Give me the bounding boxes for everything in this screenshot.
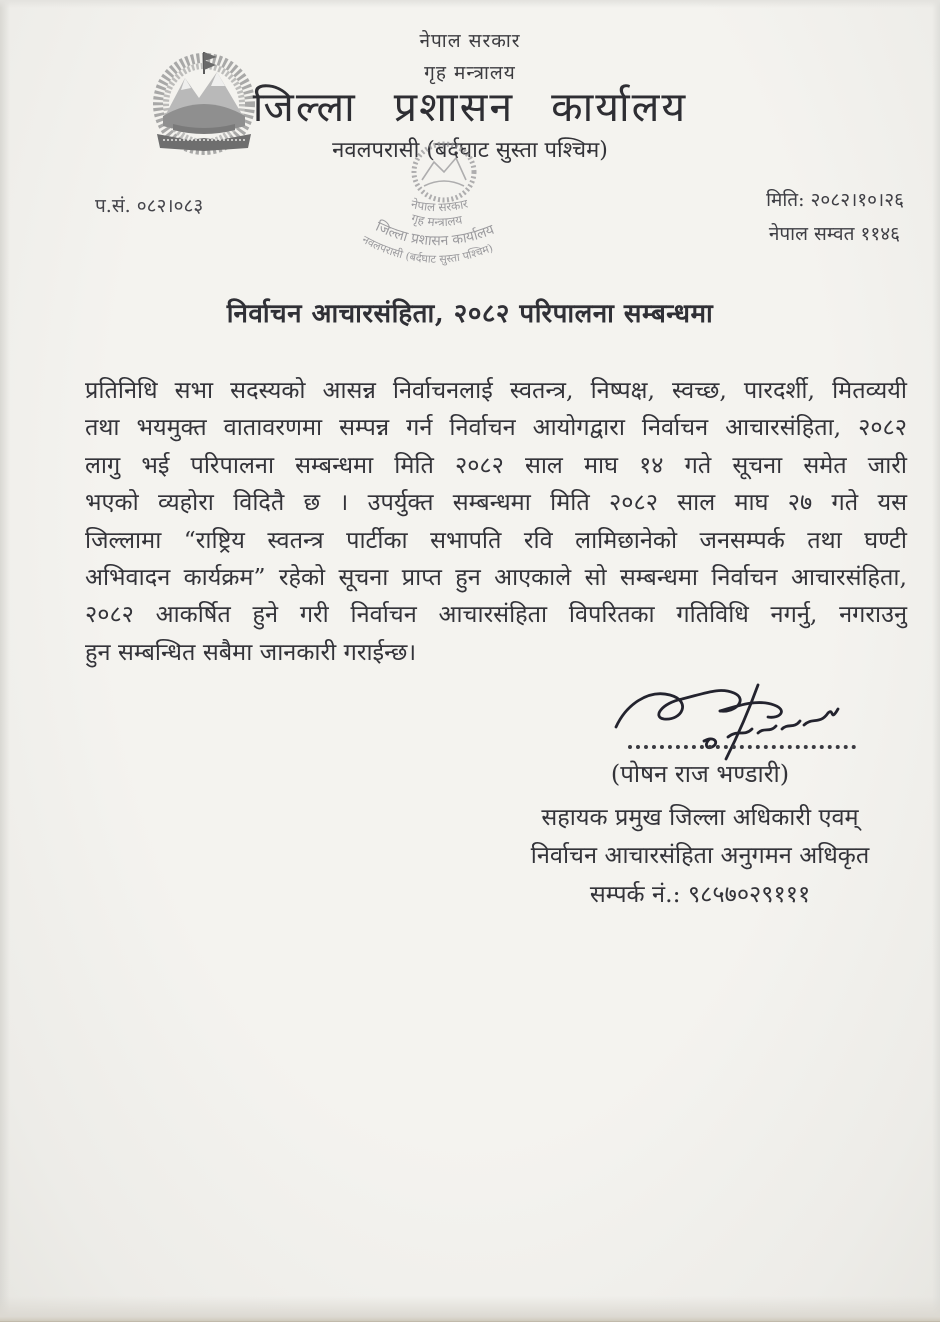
- reference-number: प.सं. ०८२।०८३: [95, 195, 204, 217]
- contact-number: सम्पर्क नं.: ९८५७०२९१११: [589, 880, 811, 908]
- body-line-7: २०८२ आकर्षित हुने गरी निर्वाचन आचारसंहिता विपरितका गतिविधि नगर्नु, नगराउनु: [85, 600, 907, 629]
- scan-edge-left: [0, 0, 10, 1322]
- letter-date: मिति: २०८२।१०।२६: [766, 189, 904, 211]
- nepal-sambat-date: नेपाल सम्वत ११४६: [768, 223, 900, 245]
- office-stamp-icon: [332, 140, 552, 290]
- body-line-4: भएको व्यहोरा विदितै छ । उपर्युक्त सम्बन्धमा मिति २०८२ साल माघ २७ गते यस: [85, 488, 907, 517]
- scan-edge-right: [932, 0, 940, 1322]
- letterhead-office-title: जिल्ला प्रशासन कार्यालय: [252, 83, 688, 131]
- body-line-2: तथा भयमुक्त वातावरणमा सम्पन्न गर्न निर्वाचन आयोगद्वारा निर्वाचन आचारसंहिता, २०८२: [85, 413, 907, 442]
- stamp-line-3: जिल्ला प्रशासन कार्यालय: [373, 218, 497, 250]
- body-line-3: लागु भई परिपालना सम्बन्धमा मिति २०८२ साल माघ १४ गते सूचना समेत जारी: [85, 450, 907, 479]
- letter-body: [85, 372, 907, 671]
- stamp-line-1: नेपाल सरकार: [409, 196, 470, 215]
- letterhead-government: नेपाल सरकार: [419, 30, 521, 52]
- body-line-1: प्रतिनिधि सभा सदस्यको आसन्न निर्वाचनलाई स्वतन्त्र, निष्पक्ष, स्वच्छ, पारदर्शी, मितव्ययी: [85, 376, 907, 404]
- scan-edge-bottom: [0, 1296, 940, 1322]
- letterhead-district: नवलपरासी (बर्दघाट सुस्ता पश्चिम): [332, 138, 608, 163]
- signatory-title-2: निर्वाचन आचारसंहिता अनुगमन अधिकृत: [530, 841, 870, 869]
- letterhead-ministry: गृह मन्त्रालय: [424, 62, 516, 84]
- body-line-8: हुन सम्बन्धित सबैमा जानकारी गराईन्छ।: [85, 637, 417, 666]
- signature-dotted-line: [628, 745, 856, 749]
- body-line-5: जिल्लामा “राष्ट्रिय स्वतन्त्र पार्टीका सभापति रवि लामिछानेको जनसम्पर्क तथा घण्टी: [85, 525, 907, 554]
- signatory-title-1: सहायक प्रमुख जिल्ला अधिकारी एवम्: [541, 803, 859, 831]
- body-line-6: अभिवादन कार्यक्रम” रहेको सूचना प्राप्त हुन आएकाले सो सम्बन्धमा निर्वाचन आचारसंहिता,: [85, 562, 907, 591]
- stamp-line-4: नवलपरासी (बर्दघाट सुस्ता पश्चिम): [359, 233, 495, 266]
- subject-line: निर्वाचन आचारसंहिता, २०८२ परिपालना सम्बन्धमा: [226, 299, 714, 329]
- handwritten-signature-icon: [608, 679, 858, 765]
- scan-edge-top: [0, 0, 940, 8]
- signatory-name: (पोषन राज भण्डारी): [610, 760, 790, 788]
- stamp-line-2: गृह मन्त्रालय: [409, 211, 464, 230]
